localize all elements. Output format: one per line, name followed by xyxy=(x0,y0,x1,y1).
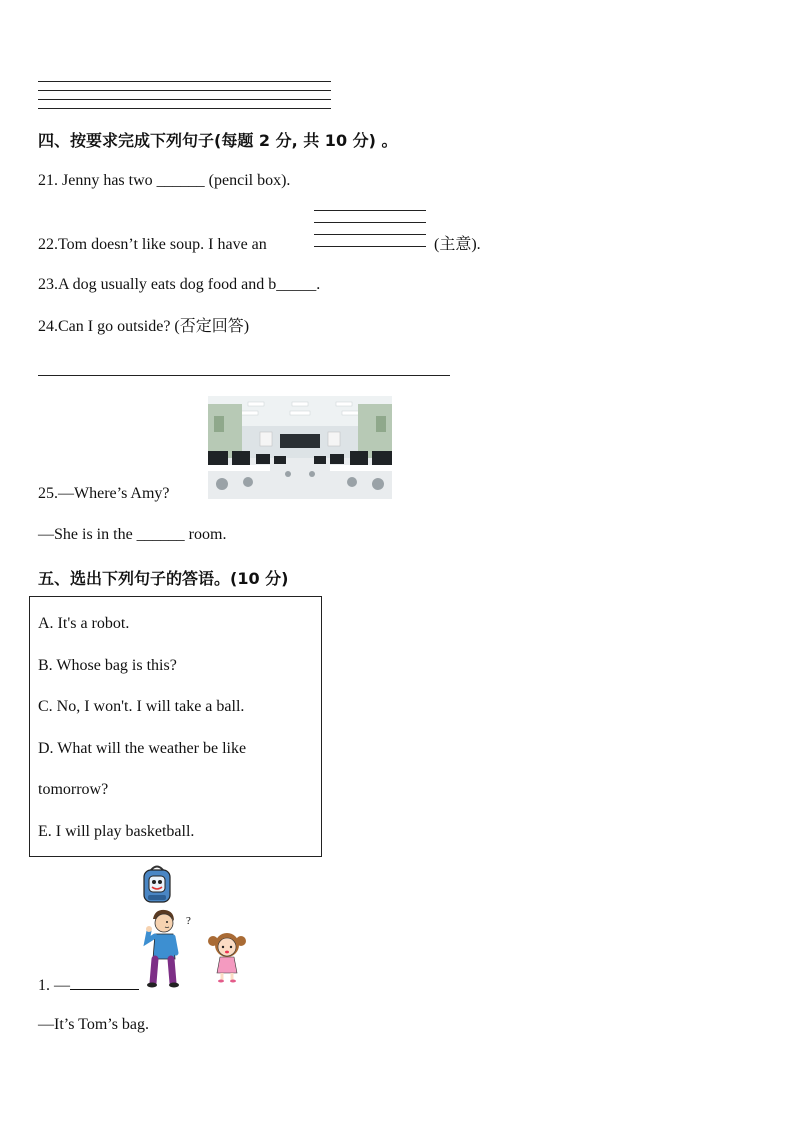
question-22-prefix: 22.Tom doesn’t like soup. I have an xyxy=(38,236,267,253)
option-c: C. No, I won't. I will take a ball. xyxy=(38,698,245,715)
question-21: 21. Jenny has two ______ (pencil box). xyxy=(38,172,291,189)
question-25-answer: —She is in the ______ room. xyxy=(38,526,227,543)
answer-line-top-3 xyxy=(38,99,331,100)
q22-line-2 xyxy=(314,222,426,223)
q22-line-3 xyxy=(314,234,426,235)
backpack-icon xyxy=(141,864,173,904)
option-e: E. I will play basketball. xyxy=(38,823,195,840)
girl-icon xyxy=(206,929,248,983)
options-box xyxy=(29,596,322,857)
question-25: 25.—Where’s Amy? xyxy=(38,485,170,502)
question-1-prefix: 1. — xyxy=(38,977,70,994)
question-mark: ? xyxy=(186,915,191,927)
question-1-answer: —It’s Tom’s bag. xyxy=(38,1016,150,1033)
section5-heading: 五、选出下列句子的答语。(10 分) xyxy=(38,569,289,588)
question-1 xyxy=(38,975,139,996)
question-24: 24.Can I go outside? (否定回答) xyxy=(38,318,250,335)
q22-line-4 xyxy=(314,246,426,247)
question-23: 23.A dog usually eats dog food and b_____. xyxy=(38,276,321,293)
question-1-blank xyxy=(70,975,139,990)
question-22-suffix: (主意). xyxy=(434,236,481,253)
q24-answer-line xyxy=(38,375,450,376)
option-a: A. It's a robot. xyxy=(38,615,130,632)
option-d: D. What will the weather be like xyxy=(38,740,247,757)
answer-line-top-1 xyxy=(38,81,331,82)
q22-line-1 xyxy=(314,210,426,211)
option-b: B. Whose bag is this? xyxy=(38,657,177,674)
answer-line-top-4 xyxy=(38,108,331,109)
boy-icon xyxy=(143,907,183,989)
computer-room-photo xyxy=(208,396,392,499)
section4-heading: 四、按要求完成下列句子(每题 2 分, 共 10 分) 。 xyxy=(38,131,398,150)
option-d-continued: tomorrow? xyxy=(38,781,109,798)
answer-line-top-2 xyxy=(38,90,331,91)
